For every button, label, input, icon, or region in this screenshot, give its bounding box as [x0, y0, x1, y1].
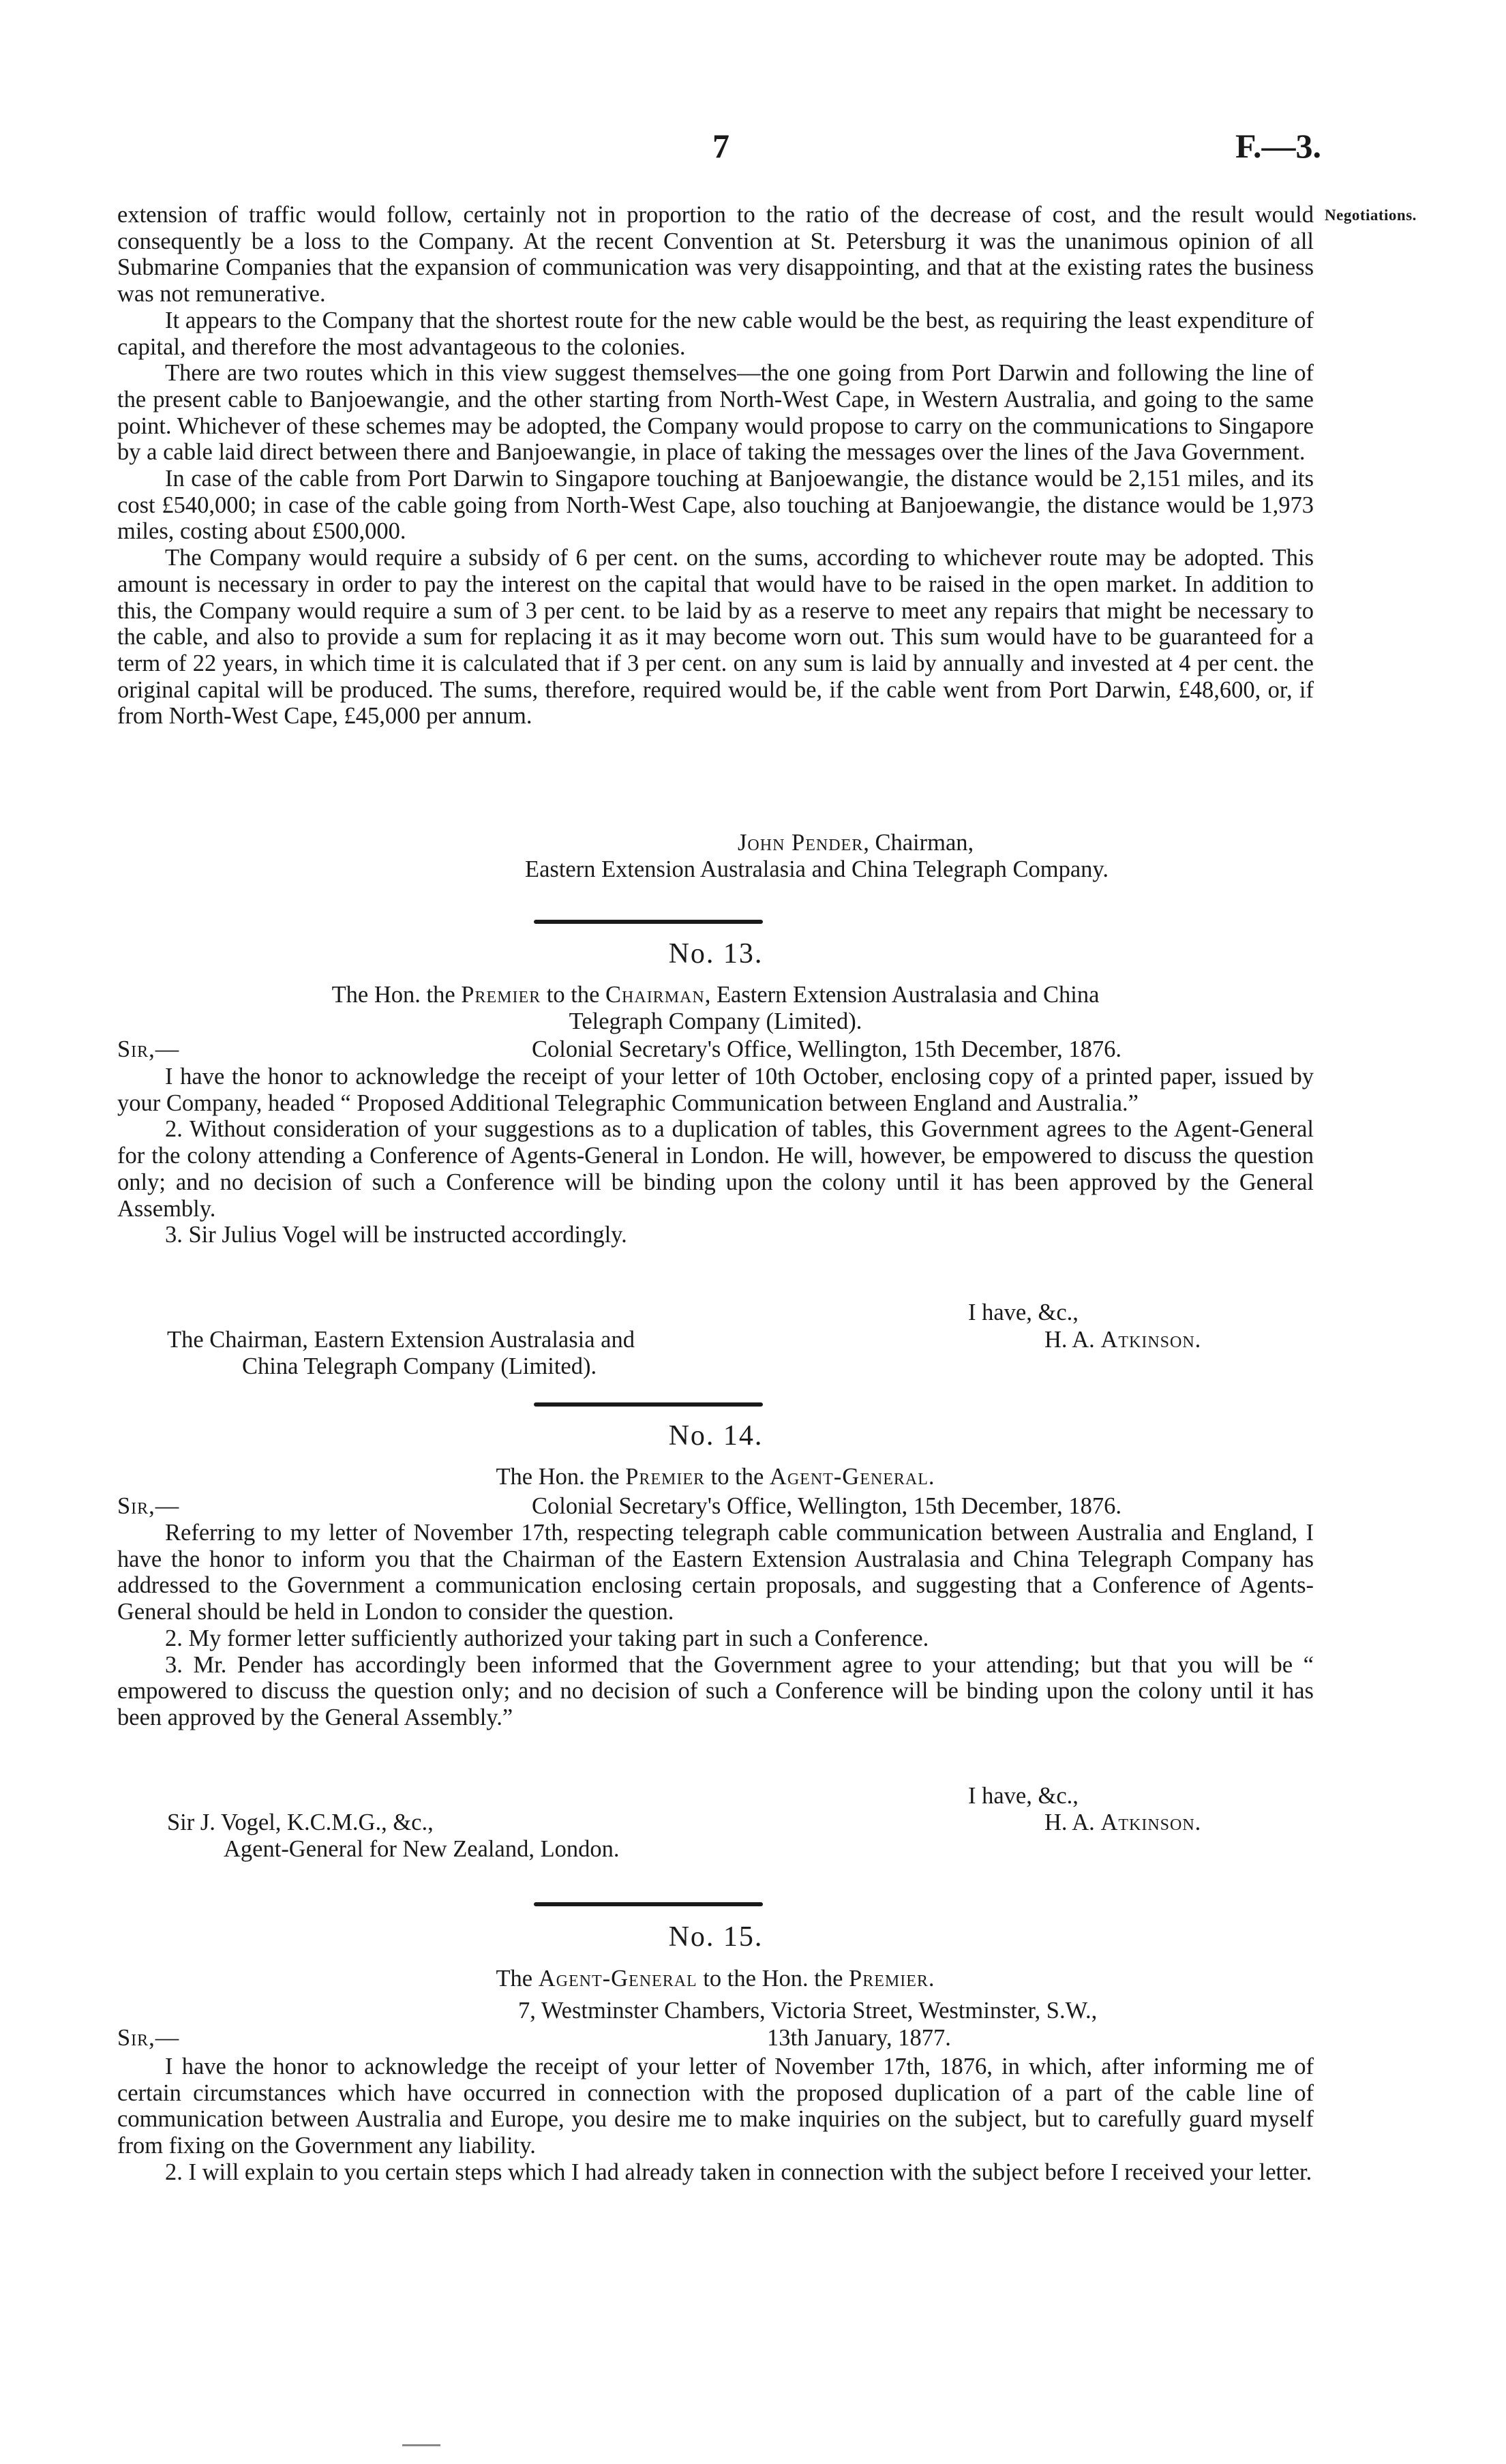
salutation: Sir,— [117, 1493, 180, 1519]
letter-12-continuation [117, 202, 1314, 730]
sender-address-line1: 7, Westminster Chambers, Victoria Street, Westminster, S.W., [518, 1998, 1098, 2024]
letter-13-body [117, 1064, 1314, 1248]
addressee-line1: Sir J. Vogel, K.C.M.G., &c., [167, 1809, 434, 1835]
paragraph: 3. Mr. Pender has accordingly been informed that the Government agree to your attending; but that you will be “ empowered to discuss the question only; and no decision of such a Conference will be binding upon the colony until it has been approved by the General Assembly.” [117, 1651, 1314, 1730]
signer-name: John Pender [738, 830, 864, 856]
addressee-line2: China Telegraph Company (Limited). [242, 1353, 597, 1379]
signer-company: Eastern Extension Australasia and China Telegraph Company. [525, 856, 1109, 882]
addressee-line2: Agent-General for New Zealand, London. [224, 1836, 620, 1862]
letter-15-number: No. 15. [668, 1921, 764, 1953]
closing: I have, &c., [968, 1783, 1079, 1809]
section-divider [534, 920, 763, 924]
signer: H. A. Atkinson. [1044, 1809, 1202, 1835]
letter-13-heading-line2: Telegraph Company (Limited). [569, 1008, 862, 1034]
paragraph: In case of the cable from Port Darwin to Singapore touching at Banjoewangie, the distance would be 2,151 miles, and its cost £540,000; in case of the cable going from North-West Cape, also touching at Banjoewangie, the distance would be 1,973 miles, costing about £500,000. [117, 466, 1314, 545]
paragraph: The Company would require a subsidy of 6 per cent. on the sums, according to whichever route may be adopted. This amount is necessary in order to pay the interest on the capital that would have to be raised in the open market. In addition to this, the Company would require a sum of 3 per cent. to be laid by as a reserve to meet any repairs that might be necessary to the cable, and also to provide a sum for replacing it as it may become worn out. This sum would have to be guaranteed for a term of 22 years, in which time it is calculated that if 3 per cent. on any sum is laid by annually and invested at 4 per cent. the original capital will be produced. The sums, therefore, required would be, if the cable went from Port Darwin, £48,600, or, if from North-West Cape, £45,000 per annum. [117, 545, 1314, 730]
paragraph: I have the honor to acknowledge the receipt of your letter of November 17th, 1876, in which, after informing me of certain circumstances which have occurred in connection with the proposed duplication of a part of the cable line of communication between Australia and Europe, you desire me to make inquiries on the subject, but to carefully guard myself from fixing on the Government any liability. [117, 2054, 1314, 2159]
sender-address-line2: 13th January, 1877. [767, 2025, 951, 2051]
paragraph: 2. I will explain to you certain steps which I had already taken in connection with the subject before I received your letter. [165, 2159, 1312, 2185]
addressee-line1: The Chairman, Eastern Extension Australasia and [167, 1327, 635, 1353]
letter-13-number: No. 13. [668, 938, 764, 970]
signer: H. A. Atkinson. [1044, 1327, 1202, 1353]
letter-15-heading: The Agent-General to the Hon. the Premier. [496, 1966, 935, 1992]
paragraph: 2. My former letter sufficiently authorized your taking part in such a Conference. [165, 1625, 929, 1651]
sender-address: Colonial Secretary's Office, Wellington, 15th December, 1876. [532, 1036, 1121, 1062]
paragraph: 2. Without consideration of your suggestions as to a duplication of tables, this Government agrees to the Agent-General for the colony attending a Conference of Agents-General in London. He will, however, be empowered to discuss the question only; and no decision of such a Conference will be binding upon the colony until it has been approved by the General Assembly. [117, 1116, 1314, 1222]
salutation: Sir,— [117, 2025, 180, 2051]
sender-address: Colonial Secretary's Office, Wellington, 15th December, 1876. [532, 1493, 1121, 1519]
letter-14-heading: The Hon. the Premier to the Agent-General. [496, 1464, 935, 1490]
section-divider [534, 1402, 763, 1407]
paragraph: Referring to my letter of November 17th, respecting telegraph cable communication between Australia and England, I have the honor to inform you that the Chairman of the Eastern Extension Australasia and China Telegraph Company has addressed to the Government a communication enclosing certain proposals, and suggesting that a Conference of Agents-General should be held in London to consider the question. [117, 1520, 1314, 1625]
letter-14-number: No. 14. [668, 1420, 764, 1452]
signer-title: , Chairman, [863, 830, 974, 856]
page-number: 7 [712, 127, 729, 165]
closing: I have, &c., [968, 1299, 1079, 1325]
paragraph: It appears to the Company that the shortest route for the new cable would be the best, as requiring the least expenditure of capital, and therefore the most advantageous to the colonies. [117, 307, 1314, 360]
letter-13-heading: The Hon. the Premier to the Chairman, Eastern Extension Australasia and China [331, 982, 1100, 1008]
letter-14-body [117, 1520, 1314, 1731]
section-divider [534, 1902, 763, 1906]
footer-mark [402, 2444, 440, 2446]
paragraph: I have the honor to acknowledge the receipt of your letter of 10th October, enclosing copy of a printed paper, issued by your Company, headed “ Proposed Additional Telegraphic Communication between England and Australia.” [117, 1064, 1314, 1116]
margin-note: Negotiations. [1325, 207, 1417, 224]
letter-15-body [117, 2054, 1314, 2186]
paragraph: There are two routes which in this view suggest themselves—the one going from Port Darwin and following the line of the present cable to Banjoewangie, and the other starting from North-West Cape, in Western Australia, and going to the same point. Whichever of these schemes may be adopted, the Company would propose to carry on the communications to Singapore by a cable laid direct between there and Banjoewangie, in place of taking the messages over the lines of the Java Government. [117, 360, 1314, 466]
salutation: Sir,— [117, 1036, 180, 1062]
signature-line [738, 830, 974, 856]
document-reference: F.—3. [1235, 127, 1321, 165]
paragraph: 3. Sir Julius Vogel will be instructed accordingly. [165, 1222, 627, 1248]
paragraph: extension of traffic would follow, certainly not in proportion to the ratio of the decrease of cost, and the result would consequently be a loss to the Company. At the recent Convention at St. Petersburg it was the unanimous opinion of all Submarine Companies that the expansion of communication was very disappointing, and that at the existing rates the business was not remunerative. [117, 202, 1314, 307]
